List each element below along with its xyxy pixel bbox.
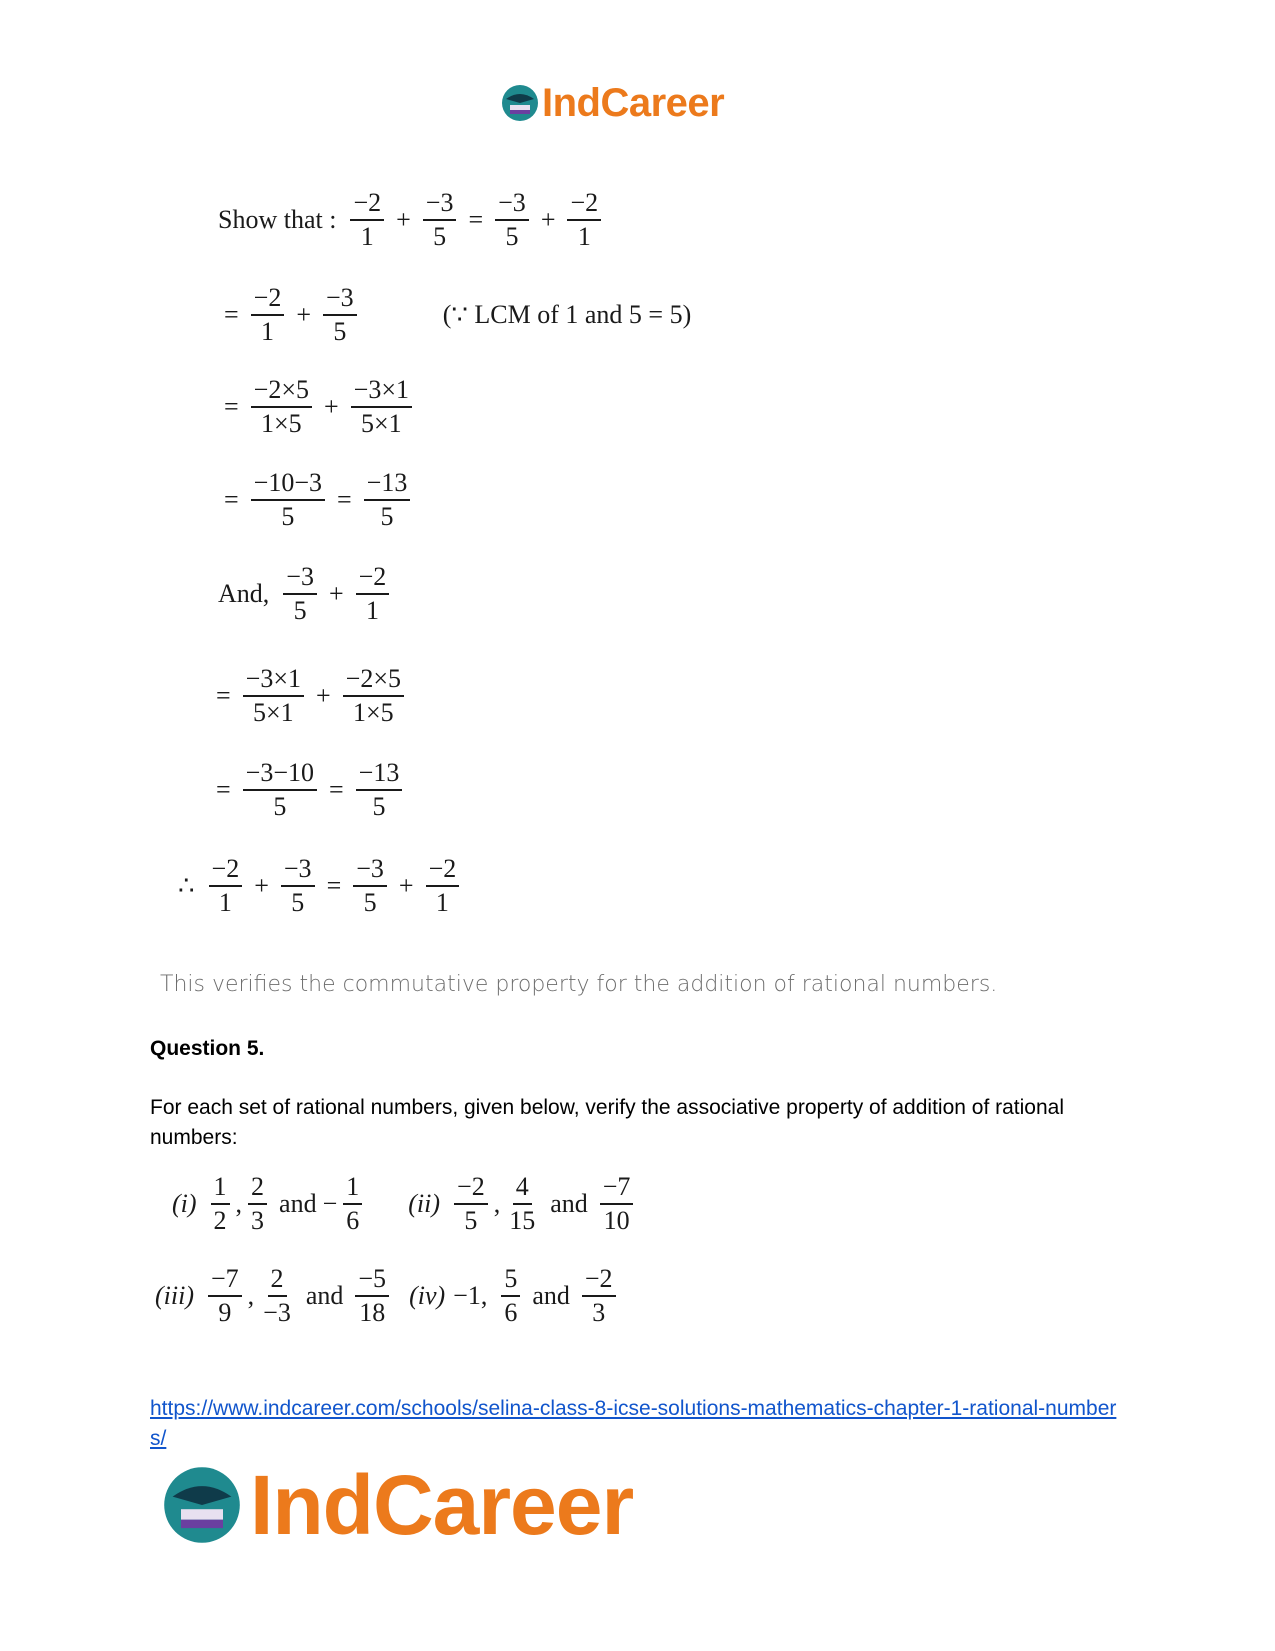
- fraction: $\frac{-7}{9}$: [208, 1264, 242, 1328]
- verification-text: This verifies the commutative property for the addition of rational numbers.: [160, 972, 998, 997]
- therefore-symbol: ∴: [178, 870, 195, 900]
- step-line-5: And, $\frac{-3}{5}$ + $\frac{-2}{1}$: [218, 562, 395, 626]
- fraction: $\frac{-2}{1}$: [426, 854, 460, 918]
- fraction: $\frac{-2}{1}$: [209, 854, 243, 918]
- lcm-note: (∵ LCM of 1 and 5 = 5): [442, 299, 692, 329]
- logo-text: IndCareer: [542, 80, 725, 125]
- fraction: $\frac{-3}{5}$: [495, 188, 529, 252]
- fraction: $\frac{1}{6}$: [343, 1172, 362, 1236]
- part-label: (i): [172, 1188, 197, 1218]
- show-that-line: Show that : $\frac{-2}{1}$ + $\frac{-3}{5}$ = $\frac{-3}{5}$ + $\frac{-2}{1}$: [218, 188, 607, 252]
- footer-logo: [160, 1457, 634, 1552]
- fraction: $\frac{-3}{5}$: [353, 854, 387, 918]
- indcareer-globe-icon: [160, 1463, 244, 1547]
- fraction: $\frac{2}{3}$: [248, 1172, 267, 1236]
- step-line-2: = $\frac{-2}{1}$ + $\frac{-3}{5}$ (∵ LCM of 1 and 5 = 5): [224, 283, 692, 346]
- fraction: $\frac{-3}{5}$: [323, 283, 357, 347]
- question-parts-row-2: (iii) $\frac{-7}{9}$ , $\frac{2}{-3}$ and $\frac{-5}{18}$ (iv) −1, $\frac{5}{6}$ and $\frac{-2}{3}$: [155, 1264, 622, 1328]
- fraction: $\frac{-10-3}{5}$: [251, 468, 325, 532]
- fraction: $\frac{2}{-3}$: [263, 1264, 291, 1327]
- fraction: $\frac{-7}{10}$: [600, 1172, 634, 1236]
- question-parts-row-1: (i) $\frac{1}{2}$ , $\frac{2}{3}$ and − $\frac{1}{6}$ (ii) $\frac{-2}{5}$ , $\frac{4}{15}$ and $\frac{-7}{10}$: [172, 1172, 639, 1236]
- source-link[interactable]: https://www.indcareer.com/schools/selina-class-8-icse-solutions-mathematics-chapter-1-rational-numbers/: [150, 1397, 1117, 1450]
- fraction: $\frac{-3}{5}$: [281, 854, 315, 918]
- fraction: $\frac{-2\times 5}{1\times 5}$: [343, 664, 404, 728]
- step-line-4: = $\frac{-10-3}{5}$ = $\frac{-13}{5}$: [218, 468, 416, 532]
- fraction: $\frac{-2}{5}$: [454, 1172, 488, 1236]
- fraction: $\frac{-3}{5}$: [423, 188, 457, 252]
- question-heading: Question 5.: [150, 1037, 265, 1060]
- fraction: $\frac{-5}{18}$: [355, 1264, 389, 1328]
- show-that-label: Show that :: [218, 204, 337, 234]
- fraction: $\frac{4}{15}$: [509, 1172, 536, 1235]
- part-label: (iv): [409, 1280, 446, 1310]
- conclusion-line: ∴ $\frac{-2}{1}$ + $\frac{-3}{5}$ = $\frac{-3}{5}$ + $\frac{-2}{1}$: [178, 854, 465, 918]
- fraction: $\frac{-2}{1}$: [251, 283, 285, 347]
- fraction: $\frac{-13}{5}$: [356, 758, 403, 822]
- part-label: (ii): [408, 1188, 441, 1218]
- and-label: And,: [218, 578, 270, 608]
- part-label: (iii): [155, 1280, 194, 1310]
- fraction: $\frac{-13}{5}$: [364, 468, 411, 532]
- question-text: For each set of rational numbers, given below, verify the associative property of addition of rational numbers:: [150, 1096, 1064, 1149]
- fraction: $\frac{-3}{5}$: [283, 562, 317, 626]
- fraction: $\frac{-2}{3}$: [582, 1264, 616, 1328]
- step-line-7: = $\frac{-3-10}{5}$ = $\frac{-13}{5}$: [210, 758, 408, 822]
- logo-text: IndCareer: [250, 1457, 634, 1552]
- step-line-3: = $\frac{-2\times 5}{1\times 5}$ + $\frac{-3\times 1}{5\times 1}$: [218, 375, 418, 439]
- question-parts: [0, 1160, 1275, 1360]
- fraction: $\frac{-3-10}{5}$: [243, 758, 317, 822]
- fraction: $\frac{-2\times 5}{1\times 5}$: [251, 375, 312, 439]
- fraction: $\frac{5}{6}$: [501, 1264, 520, 1328]
- step-line-6: = $\frac{-3\times 1}{5\times 1}$ + $\frac{-2\times 5}{1\times 5}$: [210, 664, 410, 728]
- fraction: $\frac{-3\times 1}{5\times 1}$: [243, 664, 304, 728]
- fraction: $\frac{-3\times 1}{5\times 1}$: [351, 375, 412, 439]
- fraction: $\frac{-2}{1}$: [356, 562, 390, 626]
- fraction: $\frac{1}{2}$: [211, 1172, 230, 1236]
- fraction: $\frac{-2}{1}$: [567, 188, 601, 252]
- fraction: $\frac{-2}{1}$: [350, 188, 384, 252]
